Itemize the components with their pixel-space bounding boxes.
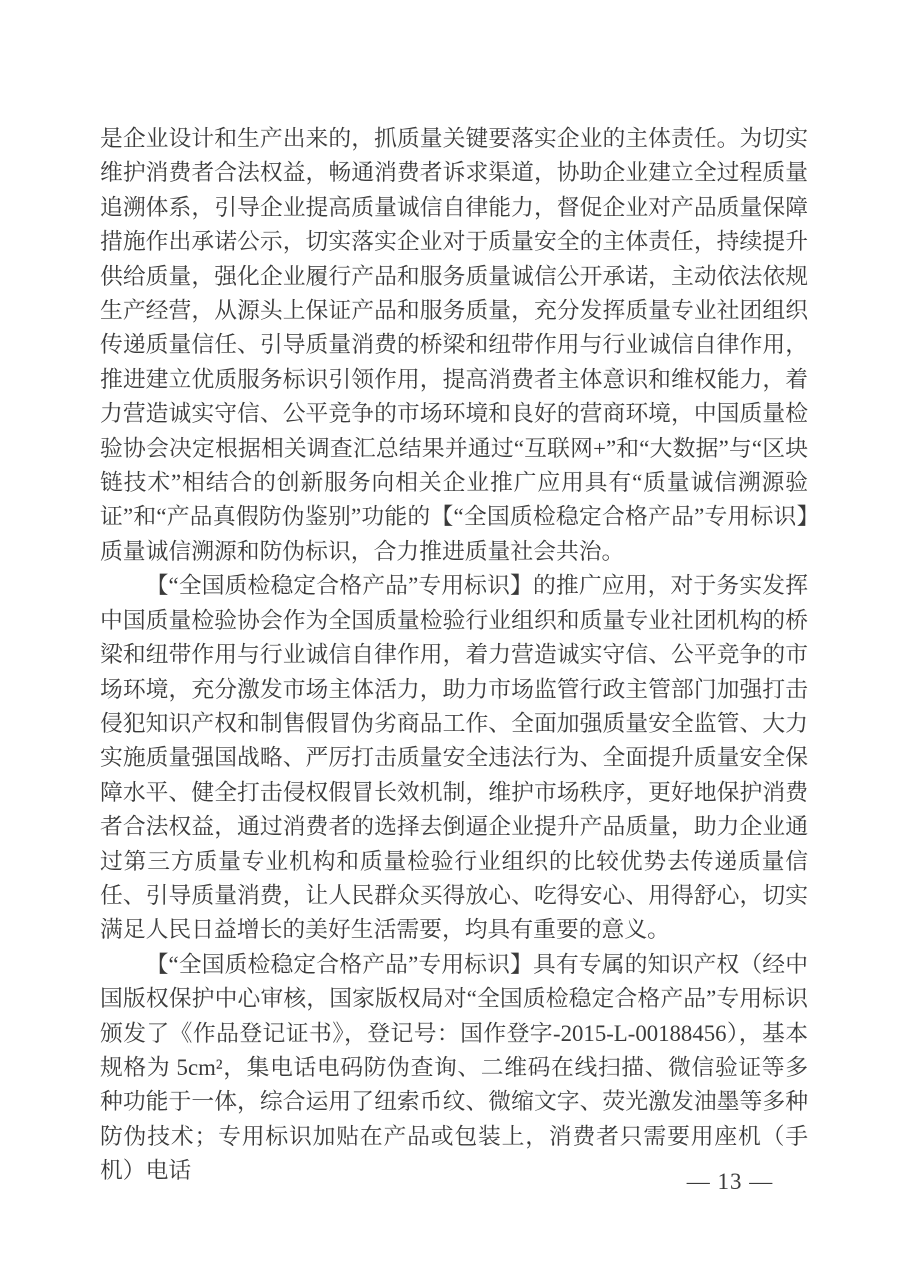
page-number: — 13 — <box>686 1169 774 1194</box>
body-paragraph-2: 【“全国质检稳定合格产品”专用标识】的推广应用，对于务实发挥中国质量检验协会作为全国质量检验行业组织和质量专业社团机构的桥梁和纽带作用与行业诚信自律作用，着力营造诚实守信、公平竞争的市场环境，充分激发市场主体活力，助力市场监管行政主管部门加强打击侵犯知识产权和制售假冒伪劣商品工作、全面加强质量安全监管、大力实施质量强国战略、严厉打击质量安全违法行为、全面提升质量安全保障水平、健全打击侵权假冒长效机制，维护市场秩序，更好地保护消费者合法权益，通过消费者的选择去倒逼企业提升产品质量，助力企业通过第三方质量专业机构和质量检验行业组织的比较优势去传递质量信任、引导质量消费，让人民群众买得放心、吃得安心、用得舒心，切实满足人民日益增长的美好生活需要，均具有重要的意义。 <box>100 573 808 943</box>
body-paragraph-1: 是企业设计和生产出来的，抓质量关键要落实企业的主体责任。为切实维护消费者合法权益，畅通消费者诉求渠道，协助企业建立全过程质量追溯体系，引导企业提高质量诚信自律能力，督促企业对产品质量保障措施作出承诺公示，切实落实企业对于质量安全的主体责任，持续提升供给质量，强化企业履行产品和服务质量诚信公开承诺，主动依法依规生产经营，从源头上保证产品和服务质量，充分发挥质量专业社团组织传递质量信任、引导质量消费的桥梁和纽带作用与行业诚信自律作用，推进建立优质服务标识引领作用，提高消费者主体意识和维权能力，着力营造诚实守信、公平竞争的市场环境和良好的营商环境，中国质量检验协会决定根据相关调查汇总结果并通过“互联网+”和“大数据”与“区块链技术”相结合的创新服务向相关企业推广应用具有“质量诚信溯源验证”和“产品真假防伪鉴别”功能的【“全国质检稳定合格产品”专用标识】质量诚信溯源和防伪标识，合力推进质量社会共治。 <box>100 126 808 564</box>
body-paragraph-3: 【“全国质检稳定合格产品”专用标识】具有专属的知识产权（经中国版权保护中心审核，国家版权局对“全国质检稳定合格产品”专用标识颁发了《作品登记证书》，登记号：国作登字-2015-L-00188456），基本规格为 5cm²，集电话电码防伪查询、二维码在线扫描、微信验证等多种功能于一体，综合运用了纽索币纹、微缩文字、荧光激发油墨等多种防伪技术；专用标识加贴在产品或包装上，消费者只需要用座机（手机）电话 <box>100 951 808 1184</box>
body-text-block <box>100 122 808 1189</box>
